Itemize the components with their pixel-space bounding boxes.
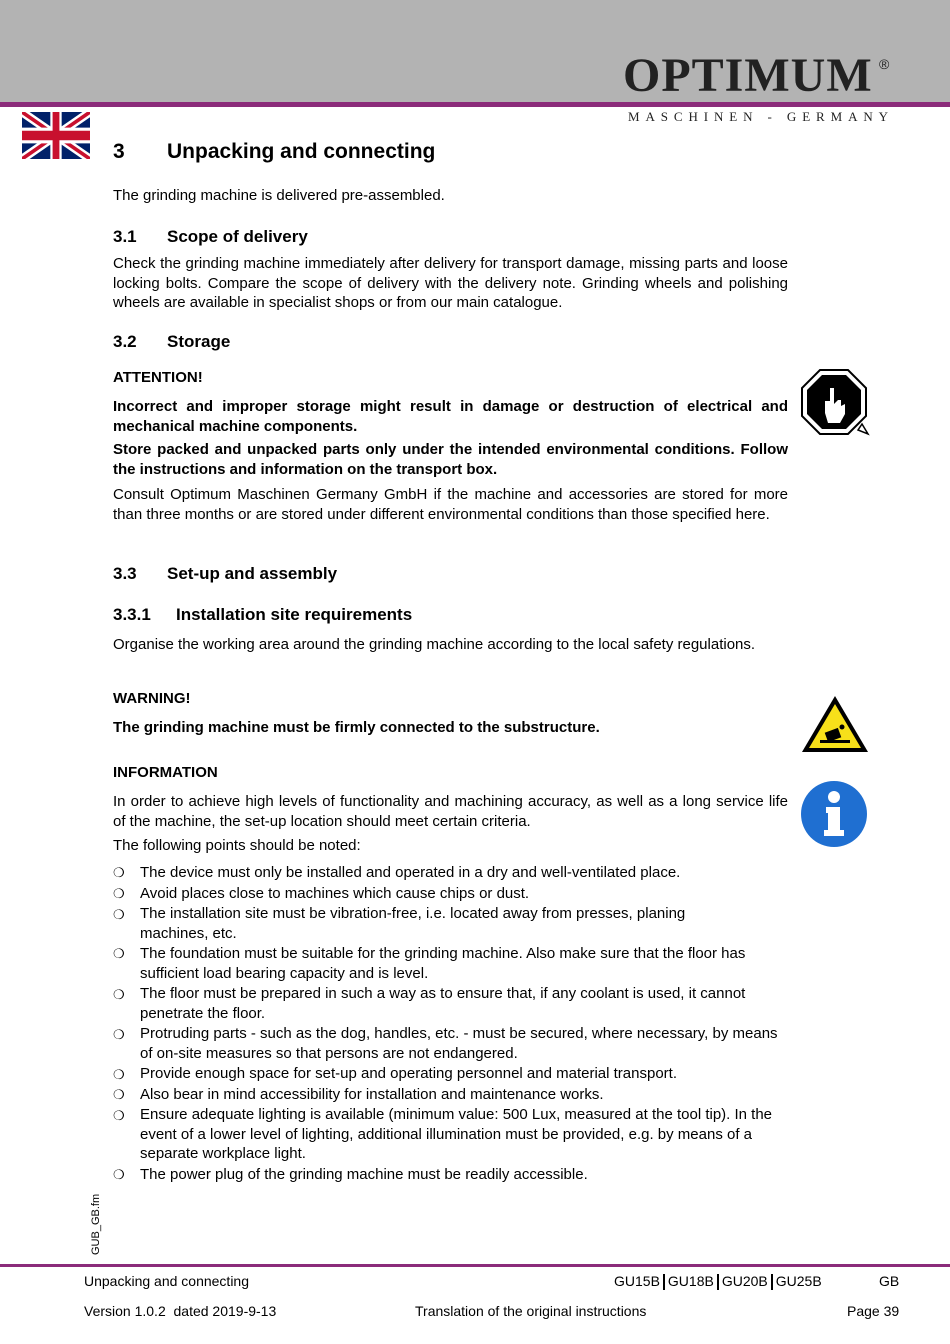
margin-filename: GUB_GB.fm <box>90 1193 102 1255</box>
list-item: The floor must be prepared in such a way as to ensure that, if any coolant is used, it cannot penetrate the floor. <box>140 985 746 1022</box>
list-item: The installation site must be vibration-free, i.e. located away from presses, planing machines, etc. <box>140 905 686 942</box>
warning-label: WARNING! <box>113 690 191 707</box>
subsection-title: Set-up and assembly <box>167 564 338 583</box>
bullet-marker: ❍ <box>113 1027 125 1042</box>
info-label: INFORMATION <box>113 764 218 781</box>
subsubsection-number: 3.3.1 <box>113 605 151 624</box>
model-label: GU25B <box>775 1273 822 1289</box>
bullet-marker: ❍ <box>113 886 125 901</box>
footer-models <box>614 1273 822 1290</box>
subsection-number: 3.1 <box>113 227 137 246</box>
registered-mark: ® <box>879 56 890 72</box>
subsection-number: 3.3 <box>113 564 137 583</box>
section-intro: The grinding machine is delivered pre-assembled. <box>113 187 445 204</box>
separator <box>663 1274 665 1290</box>
list-item: Ensure adequate lighting is available (minimum value: 500 Lux, measured at the tool tip). In the event of a lower level of lighting, additional illumination must be provided, e.g. by means of a separate workplace light. <box>140 1106 773 1162</box>
storage-paragraph: Consult Optimum Maschinen Germany GmbH if the machine and accessories are stored for more than three months or are stored under different environmental conditions than those specified here. <box>113 486 788 523</box>
subsubsection-title: Installation site requirements <box>176 605 413 624</box>
bullet-marker: ❍ <box>113 987 125 1002</box>
bullet-marker: ❍ <box>113 1087 125 1102</box>
warning-text: The grinding machine must be firmly connected to the substructure. <box>113 719 600 736</box>
scope-paragraph: Check the grinding machine immediately after delivery for transport damage, missing parts and loose locking bolts. Compare the scope of delivery with the delivery note. Grinding wheels and polishing wheels are available in specialist shops or from our main catalogue. <box>113 255 788 311</box>
bullet-marker: ❍ <box>113 946 125 961</box>
footer-chapter: Unpacking and connecting <box>84 1273 250 1289</box>
bullet-marker: ❍ <box>113 865 125 880</box>
separator <box>771 1274 773 1290</box>
attention-text: Incorrect and improper storage might result in damage or destruction of electrical and mechanical machine components. <box>113 398 788 435</box>
information-icon <box>800 780 868 848</box>
subsection-title: Storage <box>167 332 231 351</box>
attention-stop-hand-icon <box>800 368 870 436</box>
separator <box>717 1274 719 1290</box>
subsection-number: 3.2 <box>113 332 137 351</box>
header-rule <box>0 102 950 107</box>
site-paragraph: Organise the working area around the grinding machine according to the local safety regulations. <box>113 636 756 653</box>
list-item: The foundation must be suitable for the grinding machine. Also make sure that the floor has sufficient load bearing capacity and is level. <box>140 945 746 982</box>
list-item: Protruding parts - such as the dog, handles, etc. - must be secured, where necessary, by means of on-site measures so that persons are not endangered. <box>140 1025 778 1062</box>
footer-rule <box>0 1264 950 1267</box>
list-item: Provide enough space for set-up and operating personnel and material transport. <box>140 1065 678 1082</box>
brand-logo: OPTIMUM <box>623 49 873 102</box>
bullet-marker: ❍ <box>113 1167 125 1182</box>
points-intro: The following points should be noted: <box>113 837 361 854</box>
model-label: GU18B <box>667 1273 714 1289</box>
list-item: Also bear in mind accessibility for installation and maintenance works. <box>140 1086 604 1103</box>
model-label: GU20B <box>721 1273 768 1289</box>
footer-language: GB <box>879 1273 900 1289</box>
footer-page-number: Page 39 <box>847 1303 900 1319</box>
attention-label: ATTENTION! <box>113 369 203 386</box>
list-item: Avoid places close to machines which cause chips or dust. <box>140 885 530 902</box>
subsection-title: Scope of delivery <box>167 227 308 246</box>
warning-tipping-icon <box>800 694 870 754</box>
model-label: GU15B <box>614 1273 660 1289</box>
section-title: Unpacking and connecting <box>167 140 436 163</box>
list-item: The device must only be installed and operated in a dry and well-ventilated place. <box>140 864 681 881</box>
attention-text: Store packed and unpacked parts only under the intended environmental conditions. Follow the instructions and information on the transport box. <box>113 441 788 478</box>
bullet-marker: ❍ <box>113 907 125 922</box>
list-item: The power plug of the grinding machine must be readily accessible. <box>140 1166 588 1183</box>
footer-version: Version 1.0.2 dated 2019-9-13 <box>84 1303 277 1319</box>
section-number: 3 <box>113 140 125 163</box>
bullet-marker: ❍ <box>113 1067 125 1082</box>
footer-translation: Translation of the original instructions <box>415 1303 647 1319</box>
uk-flag-icon <box>22 112 90 159</box>
info-paragraph: In order to achieve high levels of functionality and machining accuracy, as well as a long service life of the machine, the set-up location should meet certain criteria. <box>113 793 788 830</box>
brand-subtitle: MASCHINEN - GERMANY <box>628 109 894 124</box>
bullet-marker: ❍ <box>113 1108 125 1123</box>
